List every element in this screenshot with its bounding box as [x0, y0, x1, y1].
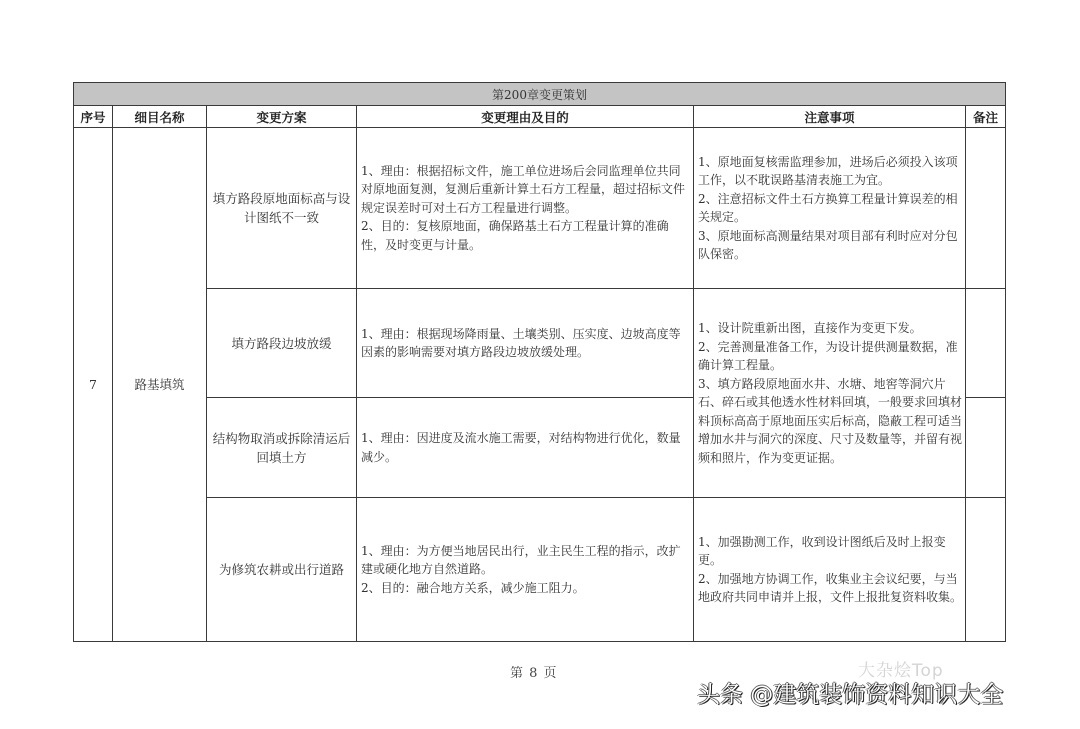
- reason-cell: [357, 128, 694, 289]
- table-title-row: [74, 83, 1006, 106]
- reason-line: 1、理由：根据招标文件，施工单位进场后会同监理单位共同对原地面复测，复测后重新计算土石方工程量，超过招标文件规定误差时可对土石方工程量进行调整。: [361, 163, 686, 215]
- header-item-name: 细目名称: [113, 106, 207, 128]
- notes-line: 2、加强地方协调工作，收集业主会议纪要，与当地政府共同申请并上报，文件上报批复资料收集。: [698, 571, 963, 604]
- reason-line: 2、目的：融合地方关系，减少施工阻力。: [361, 580, 585, 595]
- remarks-cell: [966, 128, 1006, 289]
- seq-cell: 7: [74, 128, 113, 642]
- reason-line: 2、目的：复核原地面，确保路基土石方工程量计算的准确性，及时变更与计量。: [361, 219, 669, 252]
- reason-cell: [357, 398, 694, 498]
- remarks-cell: [966, 289, 1006, 398]
- watermark-faint: 大杂烩Top: [858, 661, 944, 681]
- table-row: [74, 289, 1006, 398]
- watermark-main: 头条 @建筑装饰资料知识大全: [697, 682, 1004, 708]
- header-notes: 注意事项: [694, 106, 966, 128]
- page-number: 第 8 页: [510, 666, 558, 681]
- notes-line: 3、填方路段原地面水井、水塘、地窖等洞穴片石、碎石或其他透水性材料回填，一般要求回填材料顶标高高于原地面压实后标高，隐蔽工程可适当增加水井与洞穴的深度、尺寸及数量等，并留有视频和照片，作为变更证据。: [698, 376, 963, 465]
- change-plan-cell: 填方路段边坡放缓: [207, 289, 357, 398]
- notes-cell: [694, 128, 966, 289]
- change-plan-cell: 为修筑农耕或出行道路: [207, 498, 357, 642]
- table-title: 第200章变更策划: [74, 83, 1006, 106]
- notes-line: 1、设计院重新出图，直接作为变更下发。: [698, 321, 922, 335]
- reason-cell: [357, 289, 694, 398]
- notes-line: 1、加强勘测工作，收到设计图纸后及时上报变更。: [698, 534, 946, 567]
- reason-line: 1、理由：为方便当地居民出行，业主民生工程的指示，改扩建或硬化地方自然道路。: [361, 543, 681, 577]
- change-plan-cell: 结构物取消或拆除清运后回填土方: [207, 398, 357, 498]
- header-seq: 序号: [74, 106, 113, 128]
- table-row: [74, 128, 1006, 289]
- reason-line: 1、理由：因进度及流水施工需要，对结构物进行优化，数量减少。: [361, 431, 681, 464]
- reason-line: 1、理由：根据现场降雨量、土壤类别、压实度、边坡高度等因素的影响需要对填方路段边坡放缓处理。: [361, 326, 681, 359]
- header-change-plan: 变更方案: [207, 106, 357, 128]
- change-plan-cell: 填方路段原地面标高与设计图纸不一致: [207, 128, 357, 289]
- notes-line: 2、注意招标文件土石方换算工程量计算误差的相关规定。: [698, 191, 958, 224]
- remarks-cell: [966, 398, 1006, 498]
- notes-line: 1、原地面复核需监理参加，进场后必须投入该项工作，以不耽误路基清表施工为宜。: [698, 154, 958, 187]
- header-remarks: 备注: [966, 106, 1006, 128]
- notes-cell: [694, 498, 966, 642]
- item-name-cell: 路基填筑: [113, 128, 207, 642]
- notes-line: 2、完善测量准备工作，为设计提供测量数据，准确计算工程量。: [698, 339, 958, 372]
- table-row: [74, 498, 1006, 642]
- header-reason-purpose: 变更理由及目的: [357, 106, 694, 128]
- notes-cell: [694, 289, 966, 498]
- notes-line: 3、原地面标高测量结果对项目部有利时应对分包队保密。: [698, 228, 958, 261]
- change-plan-table: [73, 82, 1006, 642]
- reason-cell: [357, 498, 694, 642]
- remarks-cell: [966, 498, 1006, 642]
- table-header-row: [74, 106, 1006, 128]
